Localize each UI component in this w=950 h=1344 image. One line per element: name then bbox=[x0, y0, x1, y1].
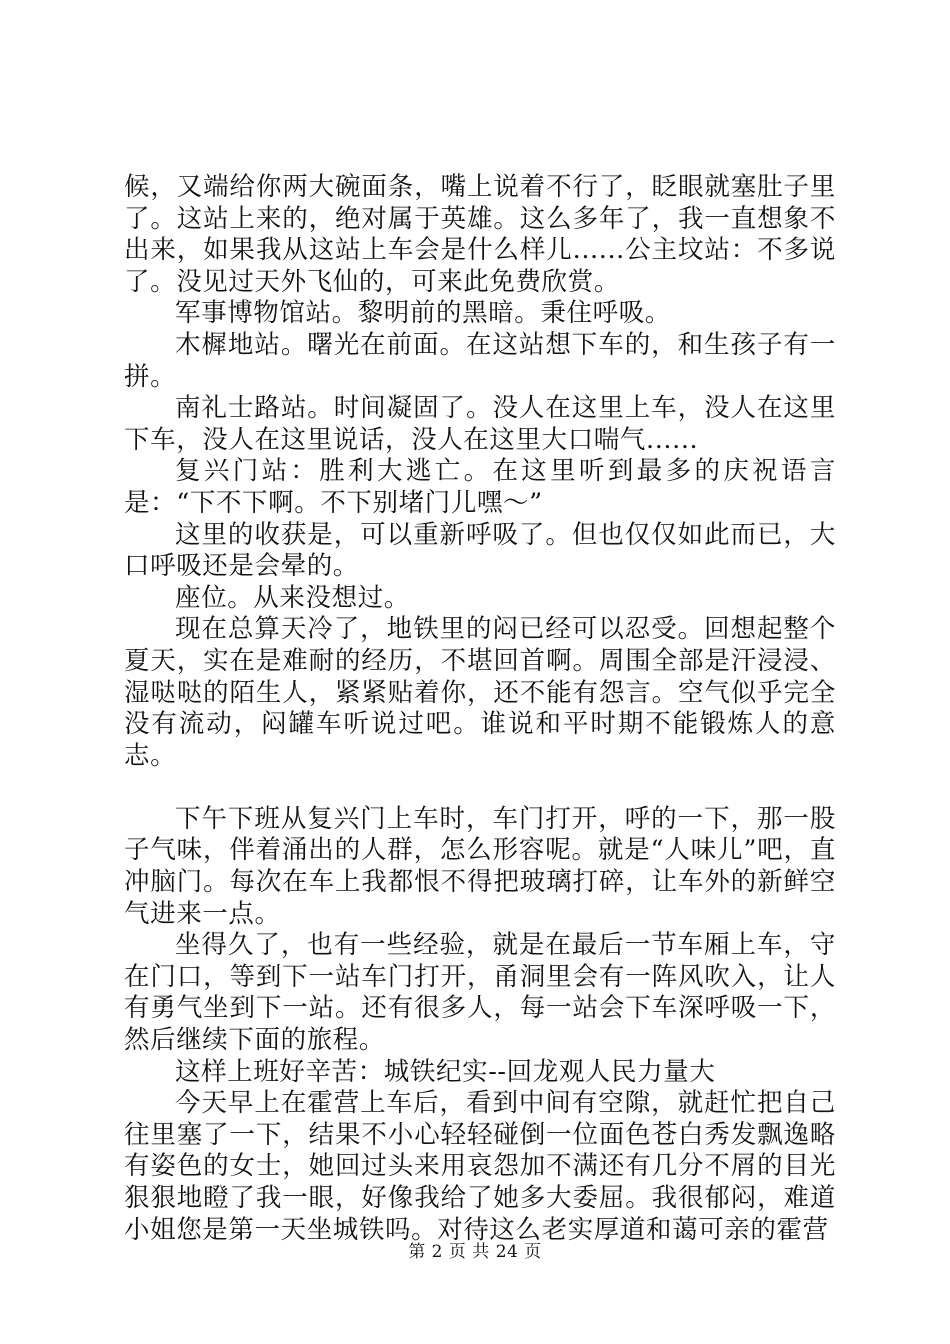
paragraph-spacer bbox=[124, 772, 836, 804]
section-heading: 这样上班好辛苦：城铁纪实--回龙观人民力量大 bbox=[175, 1056, 716, 1087]
paragraph-summer: 现在总算天冷了，地铁里的闷已经可以忍受。回想起整个夏天，实在是难耐的经历，不堪回首啊。周围全部是汗浸浸、湿哒哒的陌生人，紧紧贴着你，还不能有怨言。空气似乎完全没有流动，闷罐车听说过吧。谁说和平时期不能锻炼人的意志。 bbox=[124, 614, 836, 771]
paragraph-military-museum: 军事博物馆站。黎明前的黑暗。秉住呼吸。 bbox=[175, 298, 671, 329]
paragraph-experience: 坐得久了，也有一些经验，就是在最后一节车厢上车，守在门口，等到下一站车门打开，甬洞里会有一阵风吹入，让人有勇气坐到下一站。还有很多人，每一站会下车深呼吸一下，然后继续下面的旅程。 bbox=[124, 930, 836, 1056]
paragraph-nanlishilu: 南礼士路站。时间凝固了。没人在这里上车，没人在这里下车，没人在这里说话，没人在这里大口喘气...... bbox=[124, 393, 836, 455]
page-number-footer: 第 2 页 共 24 页 bbox=[408, 1242, 542, 1262]
document-body bbox=[124, 172, 836, 1246]
paragraph-huoying: 今天早上在霍营上车后，看到中间有空隙，就赶忙把自己往里塞了一下，结果不小心轻轻碰倒一位面色苍白秀发飘逸略有姿色的女士，她回过头来用哀怨加不满还有几分不屑的目光狠狠地瞪了我一眼，好像我给了她多大委屈。我很郁闷，难道小姐您是第一天坐城铁吗。对待这么老实厚道和蔼可亲的霍营 bbox=[124, 1088, 836, 1245]
paragraph-muxidi: 木樨地站。曙光在前面。在这站想下车的，和生孩子有一拼。 bbox=[124, 329, 836, 392]
paragraph-continued: 候，又端给你两大碗面条，嘴上说着不行了，眨眼就塞肚子里了。这站上来的，绝对属于英雄。这么多年了，我一直想象不出来，如果我从这站上车会是什么样儿......公主坟站：不多说了。没见过天外飞仙的，可来此免费欣赏。 bbox=[124, 172, 836, 297]
paragraph-fuxingmen: 复兴门站：胜利大逃亡。在这里听到最多的庆祝语言是：“下不下啊。不下别堵门儿嘿～” bbox=[124, 456, 836, 518]
paragraph-harvest: 这里的收获是，可以重新呼吸了。但也仅仅如此而已，大口呼吸还是会晕的。 bbox=[124, 519, 836, 582]
paragraph-afternoon: 下午下班从复兴门上车时，车门打开，呼的一下，那一股子气味，伴着涌出的人群，怎么形容呢。就是“人味儿”吧，直冲脑门。每次在车上我都恨不得把玻璃打碎，让车外的新鲜空气进来一点。 bbox=[124, 803, 836, 929]
paragraph-seat: 座位。从来没想过。 bbox=[175, 582, 410, 613]
